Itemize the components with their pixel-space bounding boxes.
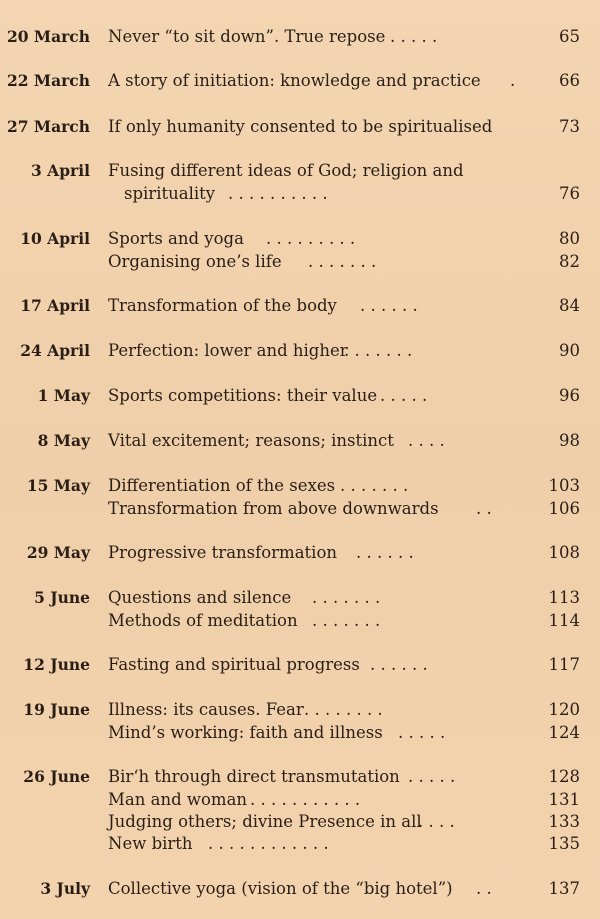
- toc-line[interactable]: [108, 498, 580, 520]
- entry-date: 20 March: [6, 27, 90, 46]
- toc-line[interactable]: [108, 542, 580, 564]
- page-number: 66: [559, 71, 580, 90]
- entry-date: 19 June: [23, 700, 90, 719]
- toc-line[interactable]: [108, 160, 580, 182]
- page-number: 113: [548, 588, 580, 607]
- toc-line[interactable]: [108, 228, 580, 250]
- entry-date: 10 April: [20, 229, 90, 248]
- leader-dots: . . . . . . .: [340, 476, 409, 495]
- toc-line[interactable]: [108, 610, 580, 632]
- leader-dots: . . . . .: [408, 767, 456, 786]
- entry-date: 26 June: [23, 767, 90, 786]
- toc-line[interactable]: [108, 789, 580, 811]
- leader-dots: . .: [476, 879, 492, 898]
- toc-line[interactable]: [108, 251, 580, 273]
- page-number: 84: [559, 296, 580, 315]
- page-number: 90: [559, 341, 580, 360]
- toc-line[interactable]: [108, 699, 580, 721]
- page-number: 103: [548, 476, 580, 495]
- toc-line[interactable]: [108, 340, 580, 362]
- toc-line[interactable]: [108, 475, 580, 497]
- toc-line[interactable]: [108, 722, 580, 744]
- leader-dots: . . . . . .: [370, 655, 428, 674]
- leader-dots: . . . . . . .: [312, 611, 381, 630]
- entry-title: Bir‘h through direct transmutation: [108, 767, 400, 786]
- toc-line[interactable]: [108, 116, 580, 138]
- entry-title: Questions and silence: [108, 588, 292, 607]
- toc-line[interactable]: [108, 654, 580, 676]
- entry-date: 5 June: [34, 588, 90, 607]
- entry-title: Methods of meditation: [108, 611, 298, 630]
- page-number: 120: [548, 700, 580, 719]
- page-number: 114: [548, 611, 580, 630]
- page-number: 106: [548, 499, 580, 518]
- entry-title: New birth: [108, 834, 193, 853]
- toc-line[interactable]: [124, 183, 580, 205]
- entry-title: Transformation of the body: [108, 296, 337, 315]
- leader-dots: . . . . . .: [356, 543, 414, 562]
- page-number: 133: [548, 812, 580, 831]
- entry-date: 22 March: [6, 71, 90, 90]
- entry-date: 15 May: [26, 476, 90, 495]
- entry-date: 1 May: [37, 386, 90, 405]
- entry-title: Sports competitions: their value: [108, 386, 378, 405]
- entry-title: Mind’s working: faith and illness: [108, 723, 383, 742]
- entry-date: 27 March: [6, 117, 90, 136]
- entry-title: Fusing different ideas of God; religion and: [108, 161, 464, 180]
- entry-title: spirituality: [124, 184, 216, 203]
- entry-title: Sports and yoga: [108, 229, 244, 248]
- entry-title: Man and woman: [108, 790, 248, 809]
- entry-title: Illness: its causes. Fear: [108, 700, 304, 719]
- entry-title: Judging others; divine Presence in all: [108, 812, 422, 831]
- entry-title: Perfection: lower and higher: [108, 341, 348, 360]
- page-number: 117: [548, 655, 580, 674]
- leader-dots: . . . .: [418, 812, 455, 831]
- leader-dots: . . . . .: [398, 723, 446, 742]
- entry-date: 12 June: [23, 655, 90, 674]
- page-number: 96: [559, 386, 580, 405]
- entry-date: 8 May: [37, 431, 90, 450]
- entry-title: Never “to sit down”. True repose: [108, 27, 386, 46]
- toc-line[interactable]: [108, 833, 580, 855]
- page-number: 131: [548, 790, 580, 809]
- toc-line[interactable]: [108, 587, 580, 609]
- leader-dots: . . . . . . .: [308, 252, 377, 271]
- entry-date: 29 May: [26, 543, 90, 562]
- page-number: 80: [559, 229, 580, 248]
- toc-line[interactable]: [108, 811, 580, 833]
- entry-title: If only humanity consented to be spiritualised: [108, 117, 493, 136]
- toc-line[interactable]: [108, 878, 580, 900]
- page-number: 124: [548, 723, 580, 742]
- toc-line[interactable]: [108, 430, 580, 452]
- leader-dots: . . . . . . . . . .: [228, 184, 328, 203]
- page-number: 82: [559, 252, 580, 271]
- entry-title: Organising one’s life: [108, 252, 282, 271]
- entry-title: Transformation from above downwards: [108, 499, 439, 518]
- leader-dots: . . . . .: [390, 27, 438, 46]
- page-number: 73: [559, 117, 580, 136]
- entry-title: Differentiation of the sexes: [108, 476, 336, 495]
- entry-title: Vital excitement; reasons; instinct: [108, 431, 394, 450]
- page-number: 98: [559, 431, 580, 450]
- toc-line[interactable]: [108, 385, 580, 407]
- page-number: 128: [548, 767, 580, 786]
- entry-title: Fasting and spiritual progress: [108, 655, 360, 674]
- entry-title: Progressive transformation: [108, 543, 338, 562]
- entry-date: 3 April: [31, 161, 90, 180]
- page-number: 65: [559, 27, 580, 46]
- page-number: 137: [548, 879, 580, 898]
- entry-date: 24 April: [20, 341, 90, 360]
- page-number: 135: [548, 834, 580, 853]
- leader-dots: . . . . . . . . . . .: [250, 790, 361, 809]
- leader-dots: . . . . . . . . . . . .: [208, 834, 329, 853]
- page-number: 76: [559, 184, 580, 203]
- toc-line[interactable]: [108, 295, 580, 317]
- toc-line[interactable]: [108, 26, 580, 48]
- leader-dots: . . . . . . . . .: [266, 229, 356, 248]
- leader-dots: . .: [476, 499, 492, 518]
- leader-dots: . . . . . . .: [344, 341, 413, 360]
- leader-dots: . . . . . .: [360, 296, 418, 315]
- entry-title: Collective yoga (vision of the “big hotel”): [108, 879, 453, 898]
- page-number: 108: [548, 543, 580, 562]
- leader-dots: . . . .: [408, 431, 445, 450]
- entry-title: A story of initiation: knowledge and practice: [108, 71, 481, 90]
- toc-line[interactable]: [108, 70, 580, 92]
- leader-dots: . . . . . . . .: [304, 700, 383, 719]
- entry-date: 17 April: [20, 296, 90, 315]
- leader-dots: . . . . . . .: [312, 588, 381, 607]
- leader-dots: . . . . .: [380, 386, 428, 405]
- toc-line[interactable]: [108, 766, 580, 788]
- leader-dots: .: [510, 71, 516, 90]
- entry-date: 3 July: [40, 879, 90, 898]
